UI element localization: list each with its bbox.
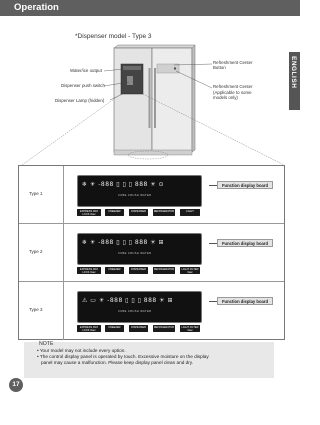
type-label: Type 2 [29,249,43,254]
note-line-2: • The control display panel is operated by touch. Excessive moisture on the display [37,354,209,359]
refreshment-center-label-1: Refreshment Center [213,84,253,89]
note-line-3: panel may cause a malfunction. Please keep display panel clean and dry. [41,360,194,365]
row-divider [63,224,64,281]
dispenser-button[interactable]: DISPENSER [129,267,148,274]
panel-row-type-1 [19,166,284,224]
row-divider [63,282,64,340]
function-display-board-label: Function display board [217,181,273,189]
lcd-display [77,175,202,207]
refrigerator-button[interactable]: REFRIGERATOR [153,209,175,216]
lcd-icons: ⚠ ▭ ☀ -888 ▯ ▯ ▯ 888 ☀ ⊞ [82,297,173,304]
button-row [77,209,202,216]
refreshment-center-button-label: Refreshment Center Button [213,60,253,71]
refrigerator-illustration [0,0,300,170]
type-label: Type 1 [29,191,43,196]
light-button[interactable]: LIGHT [180,209,200,216]
note-title: NOTE [39,341,54,347]
refreshment-center-label-3: models only) [213,95,238,100]
function-display-board-label: Function display board [217,297,273,305]
pointer-line [209,243,217,244]
dispenser-lamp-label: Dispenser Lamp (hidden) [55,98,105,103]
button-row [77,267,202,274]
freezer-button[interactable]: FREEZER [105,325,124,332]
dispenser-button[interactable]: DISPENSER [129,325,148,332]
freezer-button[interactable]: FREEZER [105,267,124,274]
express-frz-button[interactable]: EXPRESS FRZ LOCK 3sec [77,267,101,274]
dispenser-button[interactable]: DISPENSER [129,209,148,216]
refreshment-center-label-2: (Applicable to some [213,89,252,95]
panel-row-type-3 [19,282,284,340]
lcd-display [77,291,202,323]
function-display-board-label: Function display board [217,239,273,247]
model-title: *Dispenser model - Type 3 [75,33,152,40]
control-panel-types [18,165,285,340]
light-filter-button[interactable]: LIGHT FILTER 3sec [181,267,199,274]
lcd-sub-labels: CUBE CRUSH WATER [118,194,152,197]
type-label: Type 3 [29,307,43,312]
refrigerator-button[interactable]: REFRIGERATOR [153,267,175,274]
panel-row-type-2 [19,224,284,282]
lcd-sub-labels: CUBE CRUSH WATER [118,252,152,255]
light-filter-button[interactable]: LIGHT FILTER 3sec [181,325,199,332]
express-frz-button[interactable]: EXPRESS FRZ LOCK 3sec [77,325,101,332]
language-tab-label: ENGLISH [290,56,297,89]
express-frz-button[interactable]: EXPRESS FRZ LOCK 3sec [77,209,101,216]
water-ice-output-label: Water/ice output [70,68,102,73]
note-line-1: • Your model may not include every option. [37,348,126,353]
row-divider [63,166,64,223]
lcd-icons: ❄ ☀ -888 ▯ ▯ ▯ 888 ☀ ⊞ [82,239,165,246]
freezer-button[interactable]: FREEZER [105,209,124,216]
button-row [77,325,202,332]
lcd-sub-labels: CUBE CRUSH WATER [118,310,152,313]
dispenser-push-switch-label: Dispenser push switch [61,83,105,88]
pointer-line [209,185,217,186]
lcd-icons: ❄ ☀ -888 ▯ ▯ ▯ 888 ☀ ⊙ [82,181,165,188]
refrigerator-button[interactable]: REFRIGERATOR [153,325,175,332]
pointer-line [209,301,217,302]
page-number: 17 [9,378,23,392]
page-section-title: Operation [14,2,59,13]
lcd-display [77,233,202,265]
